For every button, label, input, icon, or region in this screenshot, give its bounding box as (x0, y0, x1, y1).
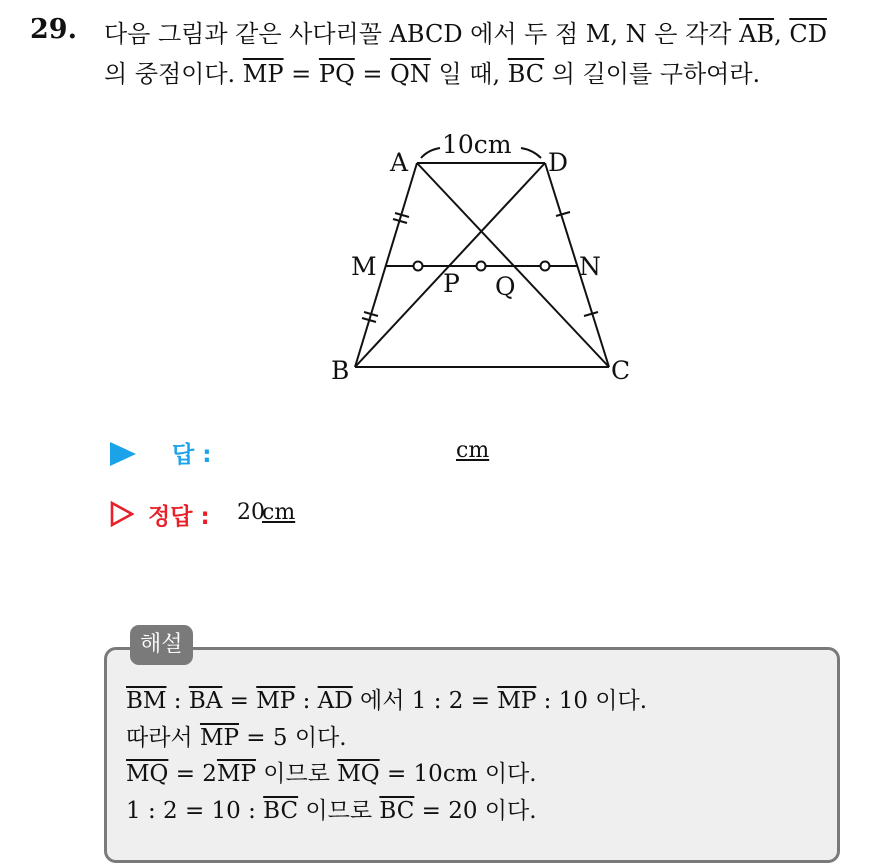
label-p: P (443, 269, 460, 298)
label-q: Q (495, 272, 516, 301)
explanation-text: 이므로 (255, 761, 338, 787)
segment-mp: $\overline{MP}$ (256, 688, 296, 714)
question-number: 29. (30, 14, 77, 45)
correct-answer-row (110, 498, 610, 534)
explanation-text: 이므로 (298, 797, 380, 824)
explanation-text: = 10cm 이다. (379, 761, 537, 787)
question-line-2 (104, 54, 874, 94)
question-line-1 (104, 14, 874, 54)
segment-bc: $\overline{BC}$ (263, 797, 299, 824)
correct-answer-value: 20 (237, 500, 265, 525)
label-d: D (548, 148, 569, 177)
question-text-part: 일 때, (430, 60, 508, 88)
label-n: N (579, 252, 601, 281)
question-text-part: 의 중점이다. (104, 60, 243, 88)
length-label-ad: 10cm (442, 130, 512, 159)
answer-label: 답 : (172, 442, 212, 468)
question-text (104, 14, 874, 94)
question-text-part: = (283, 60, 319, 88)
trapezoid-diagram (320, 125, 640, 395)
explanation-text: : 10 이다. (536, 688, 648, 714)
segment-mp: $\overline{MP}$ (242, 60, 284, 88)
answer-unit: cm (456, 438, 490, 463)
explanation-text: = (222, 688, 257, 714)
equal-mark-mp (414, 262, 423, 271)
explanation-line-2 (126, 720, 826, 757)
segment-mp: $\overline{MP}$ (199, 724, 239, 751)
explanation-line-1 (126, 683, 826, 720)
explanation-text: : (295, 688, 318, 714)
segment-qn: $\overline{QN}$ (390, 60, 431, 88)
answer-row (110, 436, 610, 472)
label-a: A (390, 148, 409, 177)
segment-mp: $\overline{MP}$ (216, 761, 256, 787)
explanation-text: 에서 1 : 2 = (352, 688, 498, 714)
segment-bm: $\overline{BM}$ (126, 688, 167, 714)
segment-ba: $\overline{BA}$ (188, 688, 223, 714)
correct-answer-unit: cm (262, 500, 296, 525)
explanation-line-4 (126, 793, 826, 830)
question-text-part: , (774, 20, 790, 48)
segment-ad: $\overline{AD}$ (317, 688, 353, 714)
explanation-text: 따라서 (126, 724, 200, 751)
question-text-part: 다음 그림과 같은 사다리꼴 ABCD 에서 두 점 M, N 은 각각 (104, 20, 740, 48)
segment-mq: $\overline{MQ}$ (126, 761, 169, 787)
segment-cd: $\overline{CD}$ (789, 20, 827, 48)
label-m: M (351, 252, 377, 281)
explanation-text: 1 : 2 = 10 : (126, 797, 264, 824)
explanation-text: = 2 (168, 761, 217, 787)
correct-answer-label: 정답 : (148, 504, 210, 530)
length-brace-left (421, 148, 440, 158)
equal-mark-qn (541, 262, 550, 271)
segment-bc: $\overline{BC}$ (507, 60, 545, 88)
explanation-text: = 20 이다. (414, 797, 537, 824)
length-brace-right (521, 148, 541, 158)
trapezoid-figure (320, 125, 640, 395)
explanation-text: : (166, 688, 189, 714)
explanation-content (126, 683, 826, 829)
segment-ab: $\overline{AB}$ (739, 20, 775, 48)
segment-bc: $\overline{BC}$ (379, 797, 415, 824)
explanation-text: = 5 이다. (239, 724, 347, 751)
explanation-tag: 해설 (130, 625, 193, 665)
segment-pq: $\overline{PQ}$ (318, 60, 355, 88)
segment-mq: $\overline{MQ}$ (337, 761, 380, 787)
equal-mark-pq (477, 262, 486, 271)
play-triangle-icon (110, 442, 136, 466)
outline-triangle-icon (110, 501, 134, 527)
explanation-line-3 (126, 756, 826, 793)
question-text-part: = (354, 60, 391, 88)
segment-mp: $\overline{MP}$ (497, 688, 537, 714)
label-c: C (611, 356, 631, 385)
label-b: B (331, 356, 350, 385)
question-text-part: 의 길이를 구하여라. (544, 60, 761, 88)
